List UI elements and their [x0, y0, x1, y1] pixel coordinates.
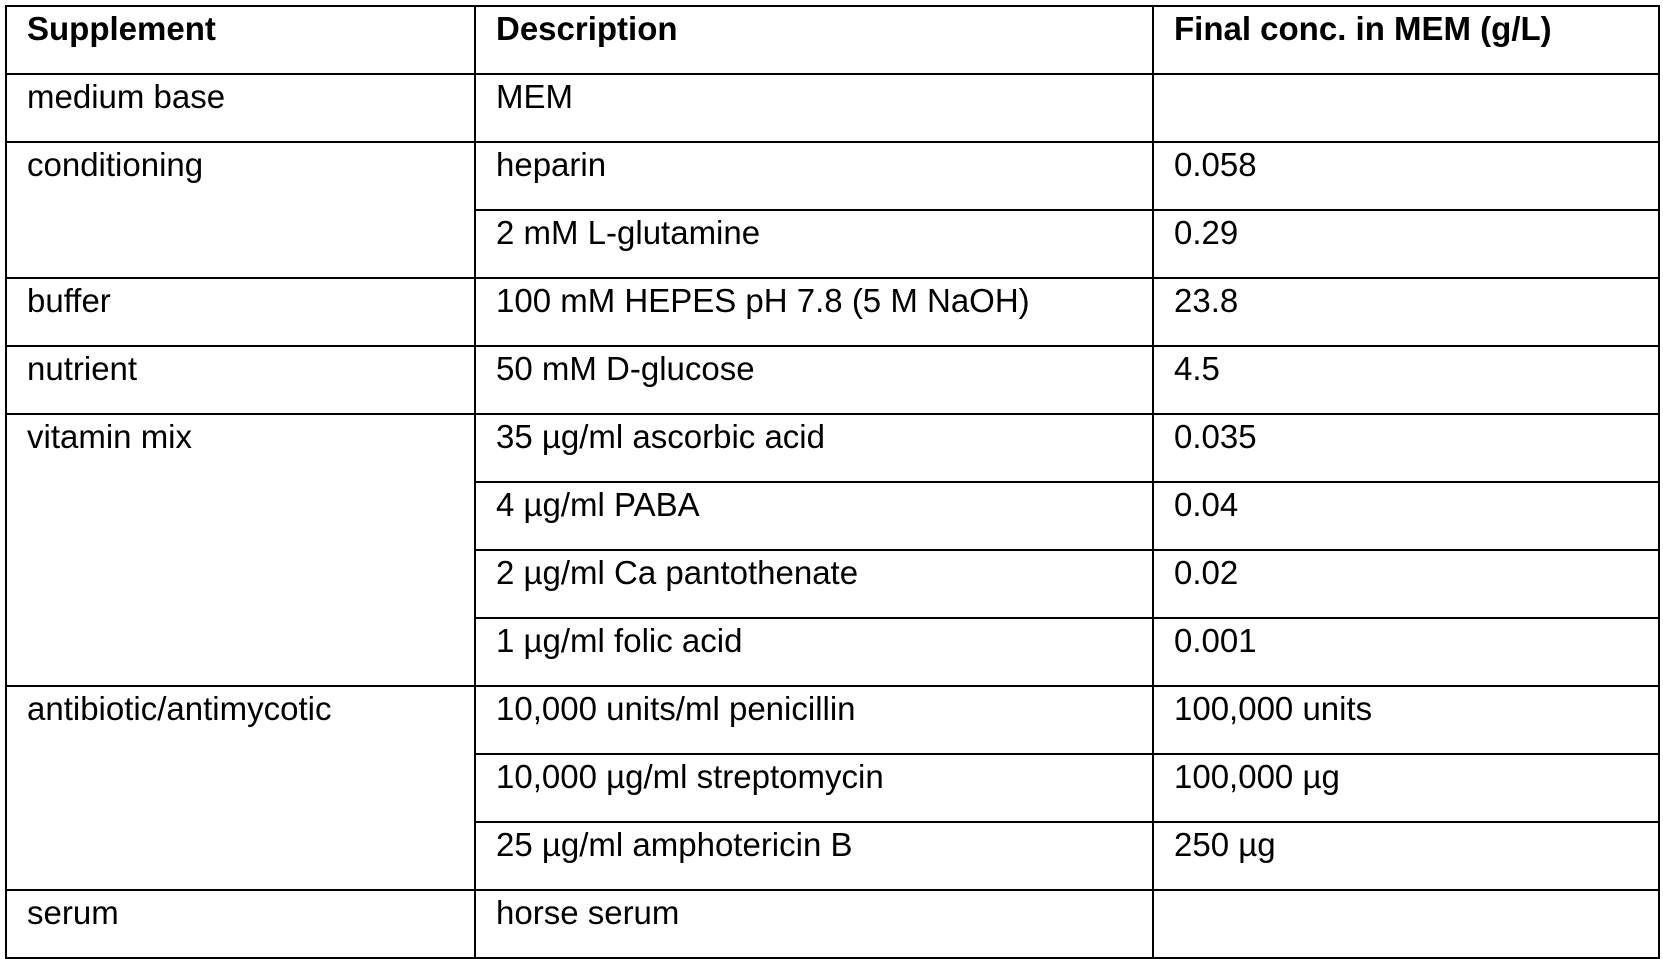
group-cell: nutrient	[6, 346, 475, 414]
table-row	[6, 686, 1659, 754]
description-cell: 10,000 units/ml penicillin	[475, 686, 1153, 754]
conc-cell: 0.02	[1153, 550, 1659, 618]
table-row	[6, 890, 1659, 958]
description-cell: horse serum	[475, 890, 1153, 958]
description-cell: MEM	[475, 74, 1153, 142]
description-cell: 2 mM L-glutamine	[475, 210, 1153, 278]
group-cell: serum	[6, 890, 475, 958]
conc-cell: 250 µg	[1153, 822, 1659, 890]
group-cell: conditioning	[6, 142, 475, 278]
conc-cell: 0.058	[1153, 142, 1659, 210]
table-row	[6, 414, 1659, 482]
description-cell: 10,000 µg/ml streptomycin	[475, 754, 1153, 822]
header-final-conc: Final conc. in MEM (g/L)	[1153, 6, 1659, 74]
table-row	[6, 346, 1659, 414]
group-cell: medium base	[6, 74, 475, 142]
conc-cell	[1153, 74, 1659, 142]
conc-cell: 0.001	[1153, 618, 1659, 686]
header-description: Description	[475, 6, 1153, 74]
conc-cell: 4.5	[1153, 346, 1659, 414]
conc-cell: 23.8	[1153, 278, 1659, 346]
description-cell: 25 µg/ml amphotericin B	[475, 822, 1153, 890]
group-cell: buffer	[6, 278, 475, 346]
supplement-table	[5, 5, 1660, 959]
description-cell: 35 µg/ml ascorbic acid	[475, 414, 1153, 482]
table-row	[6, 74, 1659, 142]
group-cell: antibiotic/antimycotic	[6, 686, 475, 890]
header-supplement: Supplement	[6, 6, 475, 74]
description-cell: 50 mM D-glucose	[475, 346, 1153, 414]
description-cell: 100 mM HEPES pH 7.8 (5 M NaOH)	[475, 278, 1153, 346]
conc-cell: 100,000 µg	[1153, 754, 1659, 822]
header-row	[6, 6, 1659, 74]
description-cell: 4 µg/ml PABA	[475, 482, 1153, 550]
conc-cell: 0.035	[1153, 414, 1659, 482]
description-cell: 1 µg/ml folic acid	[475, 618, 1153, 686]
conc-cell: 0.29	[1153, 210, 1659, 278]
group-cell: vitamin mix	[6, 414, 475, 686]
conc-cell: 100,000 units	[1153, 686, 1659, 754]
description-cell: 2 µg/ml Ca pantothenate	[475, 550, 1153, 618]
table-row	[6, 278, 1659, 346]
conc-cell	[1153, 890, 1659, 958]
description-cell: heparin	[475, 142, 1153, 210]
table-row	[6, 142, 1659, 210]
conc-cell: 0.04	[1153, 482, 1659, 550]
